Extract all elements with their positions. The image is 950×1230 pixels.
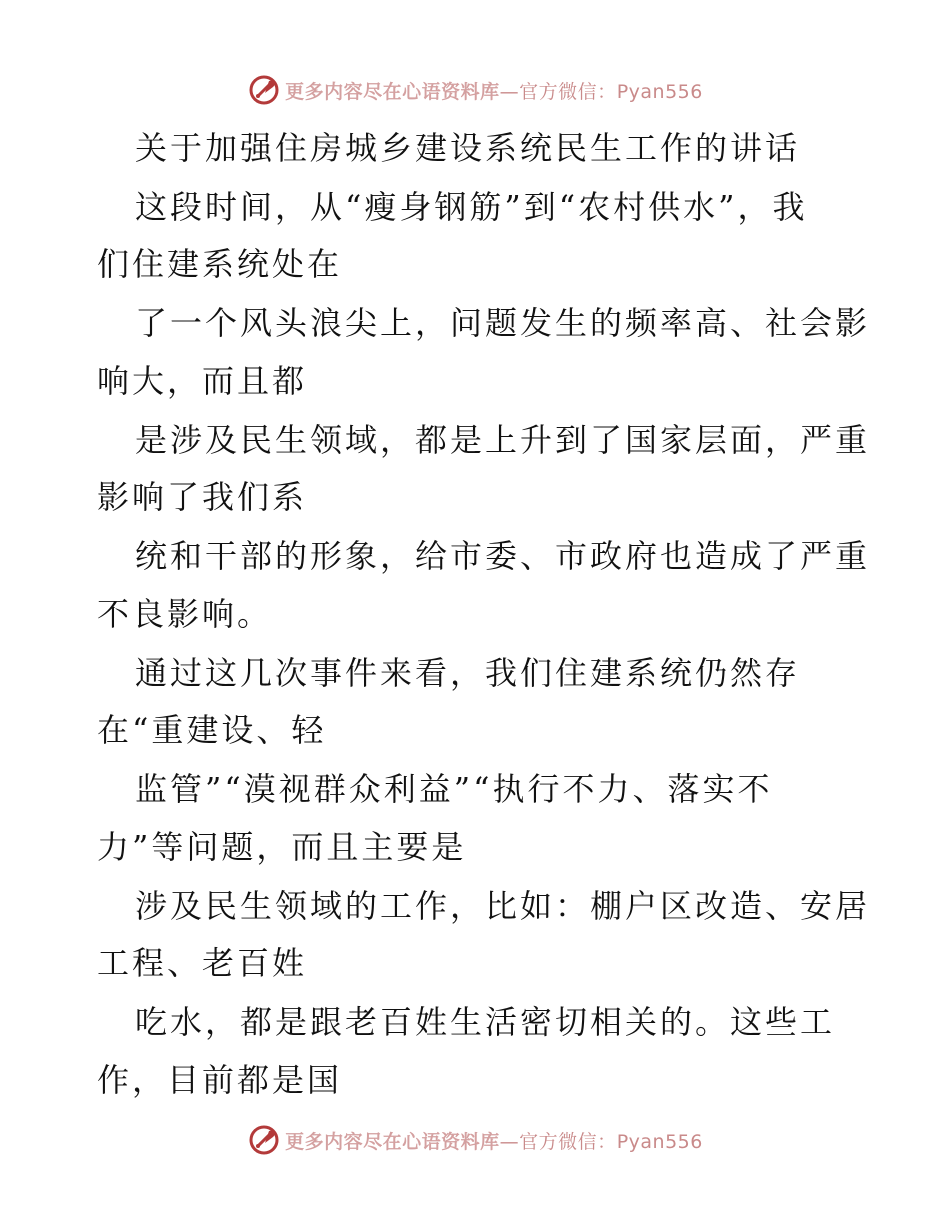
watermark-text: [285, 1127, 703, 1154]
paragraph-line: 作，目前都是国: [97, 1061, 343, 1099]
footer-watermark: [0, 1120, 950, 1160]
document-title: 关于加强住房城乡建设系统民生工作的讲话: [135, 129, 801, 167]
paragraph-line: 们住建系统处在: [97, 245, 343, 283]
paragraph-line: 工程、老百姓: [97, 944, 308, 982]
paragraph-line: 力”等问题，而且主要是: [97, 828, 467, 866]
paragraph-line: 影响了我们系: [97, 478, 308, 516]
paragraph-line: 响大，而且都: [97, 362, 308, 400]
watermark-wechat-id: Pyan556: [616, 80, 703, 103]
paragraph-line: 吃水，都是跟老百姓生活密切相关的。这些工: [135, 1003, 836, 1041]
paragraph-line: 涉及民生领域的工作，比如：棚户区改造、安居: [135, 887, 871, 925]
watermark-site-text: 更多内容尽在心语资料库: [285, 80, 500, 103]
watermark-wechat-id: Pyan556: [616, 1130, 703, 1153]
quill-logo-icon: [247, 73, 281, 107]
paragraph-line: 是涉及民生领域，都是上升到了国家层面，严重: [135, 421, 871, 459]
watermark-dash: —: [499, 80, 520, 103]
header-watermark: [0, 70, 950, 110]
watermark-wechat-label: 官方微信：: [519, 80, 617, 103]
quill-logo-icon: [247, 1123, 281, 1157]
watermark-dash: —: [499, 1130, 520, 1153]
watermark-text: [285, 77, 703, 104]
paragraph-line: 监管”“漠视群众利益”“执行不力、落实不: [135, 770, 773, 808]
paragraph-line: 不良影响。: [97, 595, 273, 633]
paragraph-line: 统和干部的形象，给市委、市政府也造成了严重: [135, 537, 871, 575]
paragraph-line: 这段时间，从“瘦身钢筋”到“农村供水”，我: [135, 188, 808, 226]
watermark-site-text: 更多内容尽在心语资料库: [285, 1130, 500, 1153]
watermark-wechat-label: 官方微信：: [519, 1130, 617, 1153]
paragraph-line: 在“重建设、轻: [97, 711, 327, 749]
paragraph-line: 通过这几次事件来看，我们住建系统仍然存: [135, 654, 801, 692]
paragraph-line: 了一个风头浪尖上，问题发生的频率高、社会影: [135, 304, 871, 342]
